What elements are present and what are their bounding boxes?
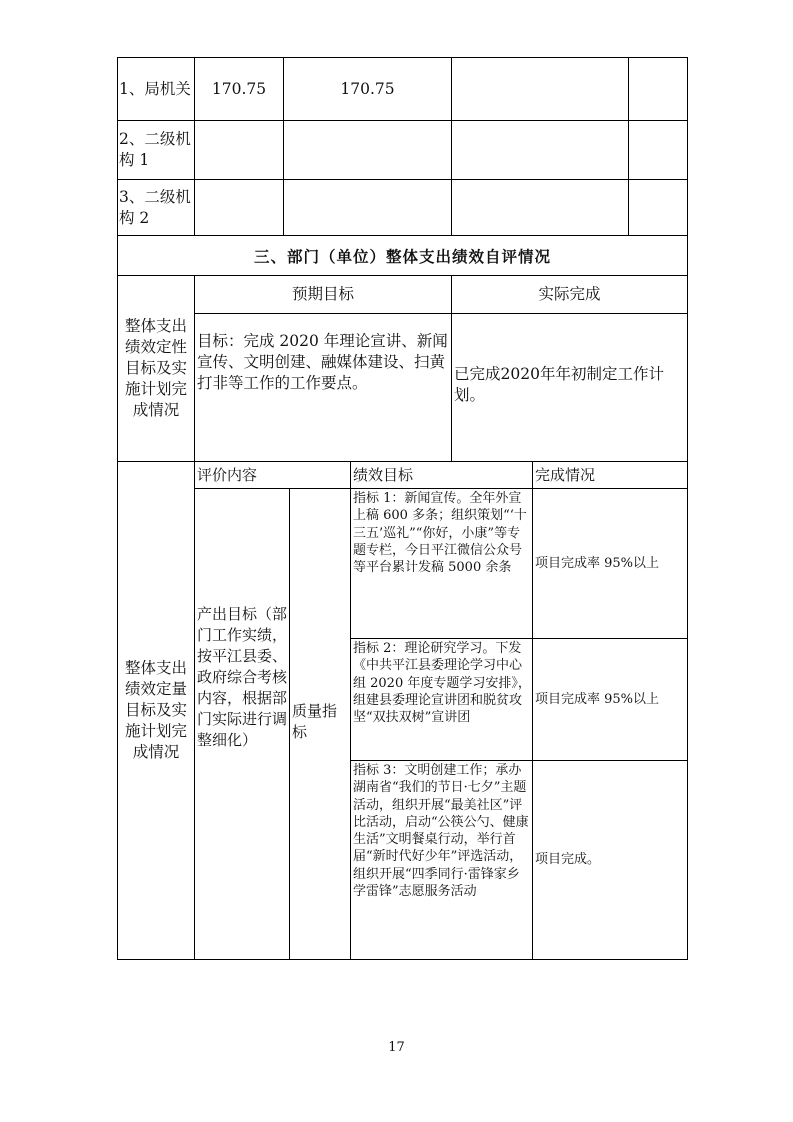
- row-value-3b: [284, 180, 451, 235]
- rule: [451, 57, 452, 235]
- row-value-2b: [284, 121, 451, 179]
- row-value-1b: 170.75: [340, 79, 395, 98]
- actual-text: 已完成2020年年初制定工作计划。: [454, 365, 664, 404]
- actual-header: 实际完成: [538, 285, 601, 303]
- rule: [628, 57, 629, 235]
- indicator-2-status: 项目完成率 95%以上: [535, 691, 660, 707]
- quality-label: 质量指标: [292, 702, 338, 741]
- rule: [532, 461, 533, 960]
- output-label: 产出目标（部门工作实绩，按平江县委、政府综合考核内容，根据部门实际进行调整细化）: [197, 605, 288, 749]
- rule: [289, 488, 290, 960]
- indicator-1-text: 指标 1：新闻宣传。全年外宣上稿 600 多条；组织策划“‘十三五’巡礼”“你好，小康”等专题专栏，今日平江微信公众号等平台累计发稿 5000 余条: [353, 491, 527, 576]
- qualitative-label: 整体支出绩效定性目标及实施计划完成情况: [124, 317, 187, 419]
- rule: [687, 57, 688, 960]
- target-header: 绩效目标: [353, 465, 414, 484]
- row-value-2a: [195, 121, 283, 179]
- row-name-3: 3、二级机构 2: [119, 187, 191, 227]
- section-title: 三、部门（单位）整体支出绩效自评情况: [253, 247, 551, 266]
- row-name-1: 1、局机关: [119, 79, 191, 98]
- quantitative-label: 整体支出绩效定量目标及实施计划完成情况: [124, 658, 187, 761]
- row-name-2: 2、二级机构 1: [119, 130, 191, 169]
- expected-header: 预期目标: [291, 285, 354, 303]
- expected-text: 目标：完成 2020 年理论宣讲、新闻宣传、文明创建、融媒体建设、扫黄打非等工作的工作要点。: [197, 332, 448, 392]
- rule: [117, 959, 688, 960]
- eval-header: 评价内容: [197, 465, 258, 484]
- indicator-2-text: 指标 2：理论研究学习。下发《中共平江县委理论学习中心组 2020 年度专题学习安排》，组建县委理论宣讲团和脱贫攻坚“双扶双树”宣讲团: [353, 641, 531, 726]
- row-value-1a: 170.75: [211, 79, 267, 98]
- status-header: 完成情况: [535, 465, 596, 484]
- rule: [350, 461, 351, 960]
- rule: [194, 275, 195, 960]
- rule: [194, 488, 350, 489]
- rule: [117, 57, 118, 960]
- indicator-1-status: 项目完成率 95%以上: [535, 555, 660, 571]
- page-number: 17: [388, 1040, 405, 1055]
- indicator-3-status: 项目完成。: [535, 852, 601, 868]
- row-value-3a: [195, 180, 283, 235]
- indicator-3-text: 指标 3：文明创建工作；承办湖南省“我们的节日·七夕”主题活动，组织开展“最美社区”评比活动，启动“公筷公勺、健康生活”文明餐桌行动，举行首届“新时代好少年”评选活动，组织开展“四季同行·雷锋家乡学雷锋”志愿服务活动: [353, 763, 529, 900]
- rule: [194, 313, 688, 314]
